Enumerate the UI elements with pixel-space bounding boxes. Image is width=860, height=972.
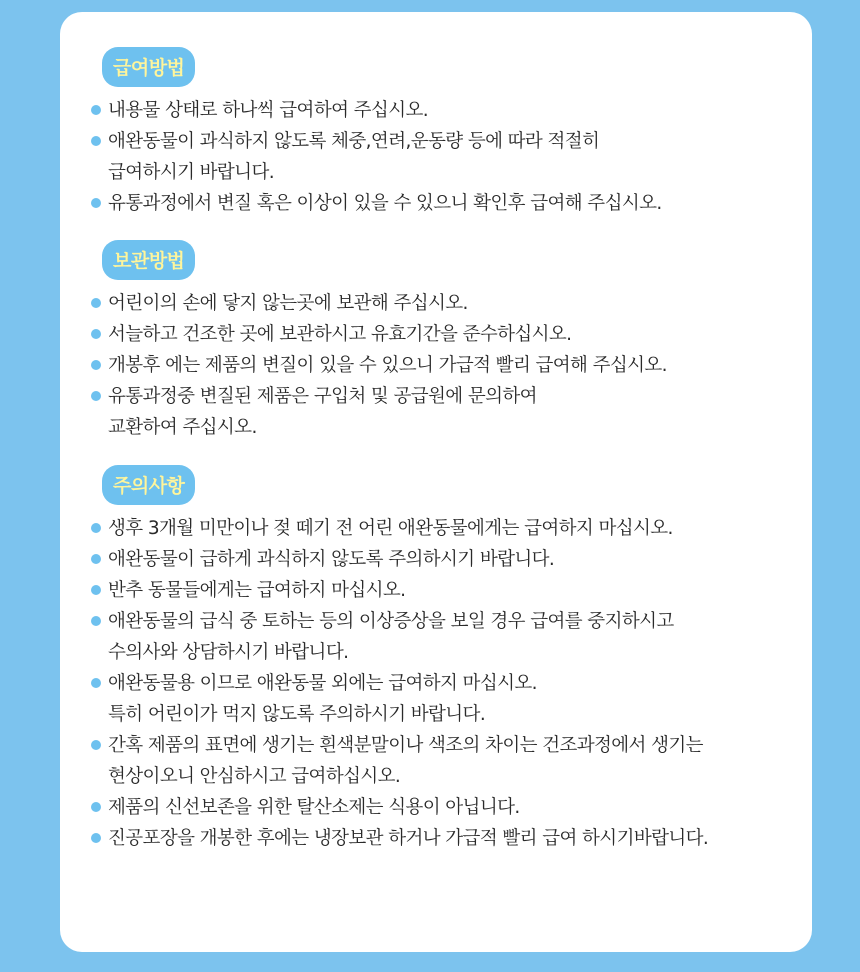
storage-list — [90, 288, 792, 443]
bullet-icon — [91, 360, 101, 370]
bullet-icon — [91, 833, 101, 843]
bullet-icon — [91, 298, 101, 308]
list-item: 반추 동물들에게는 급여하지 마십시오. — [90, 575, 792, 606]
bullet-icon — [91, 105, 101, 115]
list-item: 애완동물용 이므로 애완동물 외에는 급여하지 마십시오. 특히 어린이가 먹지 않도록 주의하시기 바랍니다. — [90, 668, 792, 730]
list-item: 애완동물이 급하게 과식하지 않도록 주의하시기 바랍니다. — [90, 544, 792, 575]
list-item: 간혹 제품의 표면에 생기는 흰색분말이나 색조의 차이는 건조과정에서 생기는 현상이오니 안심하시고 급여하십시오. — [90, 730, 792, 792]
section-title-badge: 급여방법 — [102, 47, 195, 87]
caution-list — [90, 513, 792, 854]
bullet-icon — [91, 554, 101, 564]
section-feeding — [90, 47, 792, 219]
bullet-icon — [91, 329, 101, 339]
list-item: 서늘하고 건조한 곳에 보관하시고 유효기간을 준수하십시오. — [90, 319, 792, 350]
bullet-icon — [91, 391, 101, 401]
bullet-icon — [91, 585, 101, 595]
feeding-list — [90, 95, 792, 219]
list-item: 내용물 상태로 하나씩 급여하여 주십시오. — [90, 95, 792, 126]
list-item: 진공포장을 개봉한 후에는 냉장보관 하거나 가급적 빨리 급여 하시기바랍니다. — [90, 823, 792, 854]
list-item: 어린이의 손에 닿지 않는곳에 보관해 주십시오. — [90, 288, 792, 319]
content-card — [60, 12, 812, 952]
list-item: 제품의 신선보존을 위한 탈산소제는 식용이 아닙니다. — [90, 792, 792, 823]
bullet-icon — [91, 523, 101, 533]
bullet-icon — [91, 802, 101, 812]
list-item: 애완동물의 급식 중 토하는 등의 이상증상을 보일 경우 급여를 중지하시고 수의사와 상담하시기 바랍니다. — [90, 606, 792, 668]
bullet-icon — [91, 198, 101, 208]
list-item: 유통과정중 변질된 제품은 구입처 및 공급원에 문의하여 교환하여 주십시오. — [90, 381, 792, 443]
list-item: 유통과정에서 변질 혹은 이상이 있을 수 있으니 확인후 급여해 주십시오. — [90, 188, 792, 219]
bullet-icon — [91, 740, 101, 750]
bullet-icon — [91, 678, 101, 688]
section-title-badge: 보관방법 — [102, 240, 195, 280]
bullet-icon — [91, 136, 101, 146]
bullet-icon — [91, 616, 101, 626]
list-item: 애완동물이 과식하지 않도록 체중,연려,운동량 등에 따라 적절히 급여하시기 바랍니다. — [90, 126, 792, 188]
section-caution — [90, 465, 792, 854]
list-item: 생후 3개월 미만이나 젖 떼기 전 어린 애완동물에게는 급여하지 마십시오. — [90, 513, 792, 544]
list-item: 개봉후 에는 제품의 변질이 있을 수 있으니 가급적 빨리 급여해 주십시오. — [90, 350, 792, 381]
section-title-badge: 주의사항 — [102, 465, 195, 505]
section-storage — [90, 240, 792, 443]
